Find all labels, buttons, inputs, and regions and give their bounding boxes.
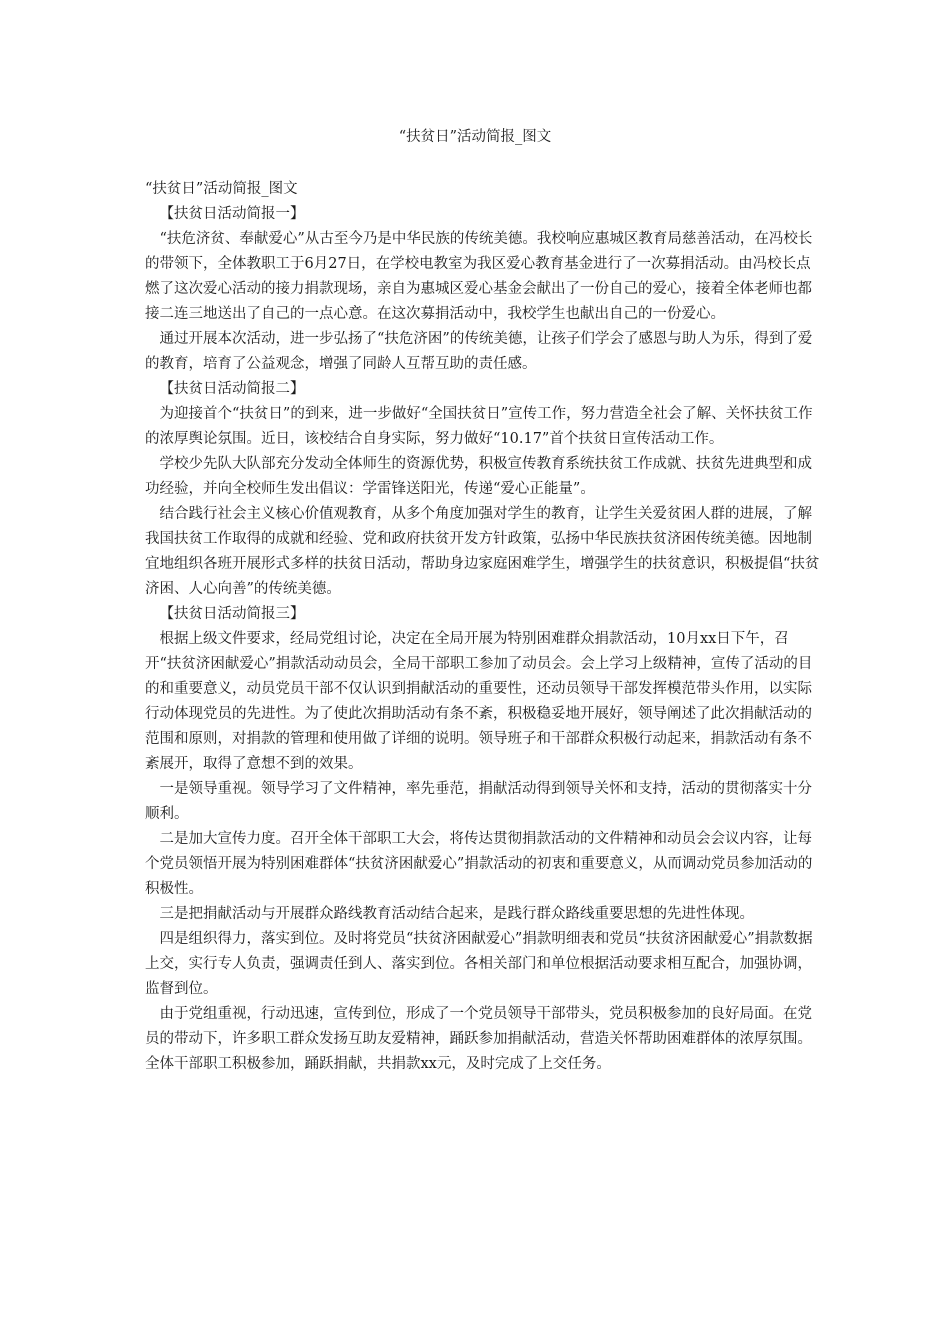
paragraph: 【扶贫日活动简报二】 xyxy=(159,381,305,397)
paragraph: “扶危济贫、奉献爱心”从古至今乃是中华民族的传统美德。我校响应惠城区教育局慈善活动，在冯校长的带领下，全体教职工于6月27日，在学校电教室为我区爱心教育基金进行了一次募捐活动。由冯校长点燃了这次爱心活动的接力捐款现场，亲自为惠城区爱心基金会献出了一份自己的爱心，接着全体老师也都接二连三地送出了自己的一点心意。在这次募捐活动中，我校学生也献出自己的一份爱心。 xyxy=(145,231,813,322)
paragraph: 根据上级文件要求，经局党组讨论，决定在全局开展为特别困难群众捐款活动，10月xx日下午，召开“扶贫济困献爱心”捐款活动动员会，全局干部职工参加了动员会。会上学习上级精神，宣传了活动的目的和重要意义，动员党员干部不仅认识到捐献活动的重要性，还动员领导干部发挥模范带头作用，以实际行动体现党员的先进性。为了使此次捐助活动有条不紊，积极稳妥地开展好，领导阐述了此次捐献活动的范围和原则，对捐款的管理和使用做了详细的说明。领导班子和干部群众积极行动起来，捐款活动有条不紊展开，取得了意想不到的效果。 xyxy=(145,631,813,772)
paragraph: 三是把捐献活动与开展群众路线教育活动结合起来，是践行群众路线重要思想的先进性体现。 xyxy=(159,906,754,922)
document-title: “扶贫日”活动简报_图文 xyxy=(398,129,552,145)
paragraph: 【扶贫日活动简报一】 xyxy=(159,206,305,222)
paragraph: “扶贫日”活动简报_图文 xyxy=(145,181,298,197)
paragraph: 四是组织得力，落实到位。及时将党员“扶贫济困献爱心”捐款明细表和党员“扶贫济困献爱心”捐款数据上交，实行专人负责，强调责任到人、落实到位。各相关部门和单位根据活动要求相互配合，加强协调，监督到位。 xyxy=(145,931,813,997)
paragraph: 学校少先队大队部充分发动全体师生的资源优势，积极宣传教育系统扶贫工作成就、扶贫先进典型和成功经验，并向全校师生发出倡议：学雷锋送阳光，传递“爱心正能量”。 xyxy=(145,456,812,497)
paragraph: 为迎接首个“扶贫日”的到来，进一步做好“全国扶贫日”宣传工作，努力营造全社会了解、关怀扶贫工作的浓厚舆论氛围。近日，该校结合自身实际，努力做好“10.17”首个扶贫日宣传活动工作。 xyxy=(145,406,813,447)
paragraph: 由于党组重视，行动迅速，宣传到位，形成了一个党员领导干部带头，党员积极参加的良好局面。在党员的带动下，许多职工群众发扬互助友爱精神，踊跃参加捐献活动，营造关怀帮助困难群体的浓厚氛围。全体干部职工积极参加，踊跃捐献，共捐款xx元，及时完成了上交任务。 xyxy=(145,1006,812,1072)
paragraph: 二是加大宣传力度。召开全体干部职工大会，将传达贯彻捐款活动的文件精神和动员会会议内容，让每个党员领悟开展为特别困难群体“扶贫济困献爱心”捐款活动的初衷和重要意义，从而调动党员参加活动的积极性。 xyxy=(145,831,813,897)
paragraph: 一是领导重视。领导学习了文件精神，率先垂范，捐献活动得到领导关怀和支持，活动的贯彻落实十分顺利。 xyxy=(145,781,812,822)
document-body xyxy=(145,177,825,1077)
paragraph: 结合践行社会主义核心价值观教育，从多个角度加强对学生的教育，让学生关爱贫困人群的进展，了解我国扶贫工作取得的成就和经验、党和政府扶贫开发方针政策，弘扬中华民族扶贫济困传统美德。因地制宜地组织各班开展形式多样的扶贫日活动，帮助身边家庭困难学生，增强学生的扶贫意识，积极提倡“扶贫济困、人心向善”的传统美德。 xyxy=(145,506,820,597)
paragraph: 【扶贫日活动简报三】 xyxy=(159,606,305,622)
paragraph: 通过开展本次活动，进一步弘扬了“扶危济困”的传统美德，让孩子们学会了感恩与助人为乐，得到了爱的教育，培育了公益观念，增强了同龄人互帮互助的责任感。 xyxy=(145,331,813,372)
